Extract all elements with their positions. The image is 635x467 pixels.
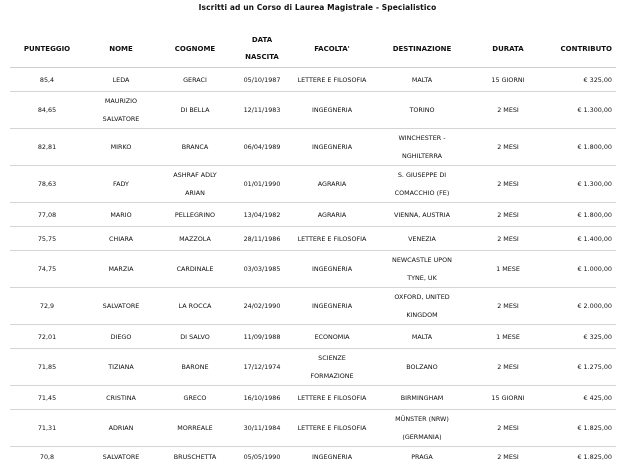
header-data-nascita: [232, 31, 292, 68]
table-row: [10, 386, 616, 410]
cell-contributo: € 425,00: [544, 386, 616, 410]
cell-contributo: € 2.000,00: [544, 288, 616, 325]
cell-cognome: LA ROCCA: [158, 288, 232, 325]
cell-durata: 2 MESI: [472, 203, 544, 227]
cell-facolta: INGEGNERIA: [292, 447, 372, 467]
cell-contributo: € 1.400,00: [544, 227, 616, 251]
cell-facolta: INGEGNERIA: [292, 288, 372, 325]
cell-durata: 1 MESE: [472, 251, 544, 288]
cell-nome: CHIARA: [84, 227, 158, 251]
cell-facolta: INGEGNERIA: [292, 129, 372, 166]
cell-punteggio: 75,75: [10, 227, 84, 251]
cell-destinazione-text: MÜNSTER (NRW) (GERMANIA): [389, 410, 455, 446]
cell-punteggio: 77,08: [10, 203, 84, 227]
cell-nome: TIZIANA: [84, 349, 158, 386]
cell-contributo: € 1.825,00: [544, 447, 616, 467]
cell-nome: ADRIAN: [84, 410, 158, 447]
cell-nome-text: MAURIZIO SALVATORE: [94, 92, 148, 128]
cell-nome: MIRKO: [84, 129, 158, 166]
cell-durata: 2 MESI: [472, 349, 544, 386]
cell-punteggio: 71,45: [10, 386, 84, 410]
header-data-line2: NASCITA: [245, 53, 279, 61]
cell-cognome: [158, 166, 232, 203]
cell-destinazione: MALTA: [372, 68, 472, 92]
cell-data-nascita: 16/10/1986: [232, 386, 292, 410]
cell-data-nascita: 30/11/1984: [232, 410, 292, 447]
cell-facolta: AGRARIA: [292, 203, 372, 227]
cell-cognome: DI BELLA: [158, 92, 232, 129]
cell-cognome: CARDINALE: [158, 251, 232, 288]
cell-contributo: € 1.825,00: [544, 410, 616, 447]
header-cognome: COGNOME: [158, 31, 232, 68]
header-durata: DURATA: [472, 31, 544, 68]
cell-contributo: € 1.300,00: [544, 92, 616, 129]
cell-nome: LEDA: [84, 68, 158, 92]
cell-cognome: PELLEGRINO: [158, 203, 232, 227]
header-facolta: FACOLTA': [292, 31, 372, 68]
table-row: [10, 410, 616, 447]
cell-cognome: GERACI: [158, 68, 232, 92]
cell-destinazione-text: S. GIUSEPPE DI COMACCHIO (FE): [387, 166, 457, 202]
cell-durata: 2 MESI: [472, 227, 544, 251]
cell-punteggio: 85,4: [10, 68, 84, 92]
enrollment-table: [10, 31, 616, 467]
header-destinazione: DESTINAZIONE: [372, 31, 472, 68]
cell-durata: 1 MESE: [472, 325, 544, 349]
cell-punteggio: 72,01: [10, 325, 84, 349]
cell-facolta: ECONOMIA: [292, 325, 372, 349]
cell-data-nascita: 28/11/1986: [232, 227, 292, 251]
cell-durata: 15 GIORNI: [472, 68, 544, 92]
cell-punteggio: 78,63: [10, 166, 84, 203]
cell-punteggio: 71,31: [10, 410, 84, 447]
table-row: [10, 166, 616, 203]
cell-cognome: BRUSCHETTA: [158, 447, 232, 467]
cell-data-nascita: 01/01/1990: [232, 166, 292, 203]
cell-data-nascita: 05/10/1987: [232, 68, 292, 92]
cell-nome: SALVATORE: [84, 447, 158, 467]
cell-contributo: € 325,00: [544, 68, 616, 92]
cell-data-nascita: 13/04/1982: [232, 203, 292, 227]
cell-nome: DIEGO: [84, 325, 158, 349]
cell-data-nascita: 06/04/1989: [232, 129, 292, 166]
cell-punteggio: 82,81: [10, 129, 84, 166]
cell-destinazione: [372, 410, 472, 447]
table-row: [10, 288, 616, 325]
cell-punteggio: 70,8: [10, 447, 84, 467]
cell-destinazione: [372, 251, 472, 288]
cell-facolta: LETTERE E FILOSOFIA: [292, 68, 372, 92]
cell-facolta: [292, 349, 372, 386]
cell-durata: 2 MESI: [472, 447, 544, 467]
cell-data-nascita: 12/11/1983: [232, 92, 292, 129]
cell-facolta: INGEGNERIA: [292, 92, 372, 129]
cell-cognome: GRECO: [158, 386, 232, 410]
cell-facolta: AGRARIA: [292, 166, 372, 203]
cell-cognome: DI SALVO: [158, 325, 232, 349]
cell-durata: 2 MESI: [472, 288, 544, 325]
table-row: [10, 227, 616, 251]
cell-contributo: € 1.275,00: [544, 349, 616, 386]
cell-destinazione-text: WINCHESTER - NGHILTERRA: [389, 129, 455, 165]
table-row: [10, 325, 616, 349]
cell-facolta: LETTERE E FILOSOFIA: [292, 227, 372, 251]
cell-contributo: € 1.800,00: [544, 203, 616, 227]
cell-cognome: BARONE: [158, 349, 232, 386]
table-row: [10, 68, 616, 92]
cell-facolta: INGEGNERIA: [292, 251, 372, 288]
cell-destinazione: BOLZANO: [372, 349, 472, 386]
table-row: [10, 447, 616, 467]
cell-data-nascita: 17/12/1974: [232, 349, 292, 386]
cell-facolta: LETTERE E FILOSOFIA: [292, 410, 372, 447]
cell-nome: CRISTINA: [84, 386, 158, 410]
cell-nome: FADY: [84, 166, 158, 203]
cell-durata: 2 MESI: [472, 166, 544, 203]
table-row: [10, 92, 616, 129]
cell-contributo: € 1.000,00: [544, 251, 616, 288]
table-header-row: [10, 31, 616, 68]
cell-punteggio: 84,65: [10, 92, 84, 129]
cell-cognome: MORREALE: [158, 410, 232, 447]
table-row: [10, 203, 616, 227]
cell-nome: MARIO: [84, 203, 158, 227]
cell-destinazione: MALTA: [372, 325, 472, 349]
cell-nome: MARZIA: [84, 251, 158, 288]
cell-data-nascita: 11/09/1988: [232, 325, 292, 349]
cell-cognome: MAZZOLA: [158, 227, 232, 251]
cell-durata: 15 GIORNI: [472, 386, 544, 410]
cell-cognome: BRANCA: [158, 129, 232, 166]
table-row: [10, 349, 616, 386]
cell-durata: 2 MESI: [472, 92, 544, 129]
cell-nome: SALVATORE: [84, 288, 158, 325]
header-punteggio: PUNTEGGIO: [10, 31, 84, 68]
table-row: [10, 129, 616, 166]
cell-punteggio: 71,85: [10, 349, 84, 386]
cell-facolta: LETTERE E FILOSOFIA: [292, 386, 372, 410]
cell-facolta-text: SCIENZE FORMAZIONE: [302, 349, 362, 385]
cell-destinazione: PRAGA: [372, 447, 472, 467]
cell-contributo: € 1.800,00: [544, 129, 616, 166]
cell-destinazione: BIRMINGHAM: [372, 386, 472, 410]
cell-destinazione: VENEZIA: [372, 227, 472, 251]
cell-contributo: € 325,00: [544, 325, 616, 349]
cell-destinazione: [372, 129, 472, 166]
cell-destinazione-text: OXFORD, UNITED KINGDOM: [389, 288, 455, 324]
header-data-line1: DATA: [252, 36, 272, 44]
cell-cognome-text: ASHRAF ADLY ARIAN: [166, 166, 224, 202]
cell-data-nascita: 24/02/1990: [232, 288, 292, 325]
cell-destinazione: VIENNA, AUSTRIA: [372, 203, 472, 227]
cell-durata: 2 MESI: [472, 129, 544, 166]
cell-data-nascita: 05/05/1990: [232, 447, 292, 467]
table-row: [10, 251, 616, 288]
cell-nome: [84, 92, 158, 129]
cell-destinazione-text: NEWCASTLE UPON TYNE, UK: [387, 251, 457, 287]
cell-durata: 2 MESI: [472, 410, 544, 447]
header-contributo: CONTRIBUTO: [544, 31, 616, 68]
cell-destinazione: [372, 166, 472, 203]
cell-destinazione: [372, 288, 472, 325]
cell-data-nascita: 03/03/1985: [232, 251, 292, 288]
cell-contributo: € 1.300,00: [544, 166, 616, 203]
cell-punteggio: 74,75: [10, 251, 84, 288]
cell-destinazione: TORINO: [372, 92, 472, 129]
header-nome: NOME: [84, 31, 158, 68]
cell-punteggio: 72,9: [10, 288, 84, 325]
document-title: Iscritti ad un Corso di Laurea Magistrale - Specialistico: [0, 3, 635, 12]
